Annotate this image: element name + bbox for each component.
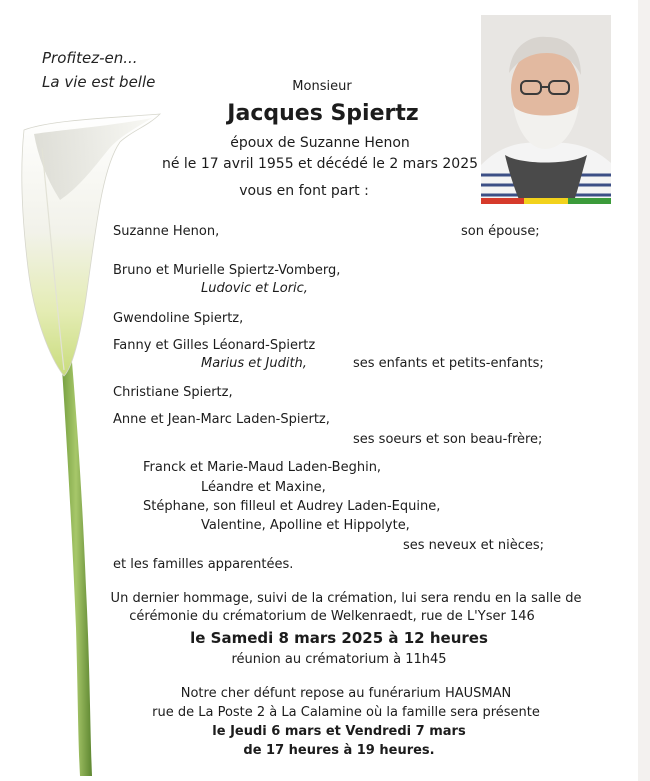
family-stephane: Stéphane, son filleul et Audrey Laden-Equine, bbox=[143, 499, 441, 514]
honorific: Monsieur bbox=[292, 79, 352, 94]
family-spouse: Suzanne Henon, bbox=[113, 224, 220, 239]
relation-spouse: son épouse; bbox=[461, 224, 540, 239]
birth-death-dates: né le 17 avril 1955 et décédé le 2 mars 2025 bbox=[161, 156, 479, 172]
flag-green-stripe bbox=[568, 198, 611, 204]
ceremony-meeting: réunion au crématorium à 11h45 bbox=[231, 652, 447, 667]
deceased-name: Jacques Spiertz bbox=[227, 101, 419, 126]
flag-yellow-stripe bbox=[524, 198, 567, 204]
spouse-line: époux de Suzanne Henon bbox=[230, 135, 410, 151]
family-gwendoline: Gwendoline Spiertz, bbox=[113, 311, 244, 326]
motto-line-1: Profitez-en... bbox=[42, 49, 138, 67]
flag-red-stripe bbox=[481, 198, 524, 204]
ceremony-line-2: cérémonie du crématorium de Welkenraedt, rue de L'Yser 146 bbox=[129, 609, 535, 624]
visitation-dates: le Jeudi 6 mars et Vendredi 7 mars bbox=[212, 724, 466, 739]
motto-line-2: La vie est belle bbox=[42, 73, 156, 91]
calla-lily-illustration bbox=[20, 108, 170, 778]
ceremony-line-1: Un dernier hommage, suivi de la crémation, lui sera rendu en la salle de bbox=[110, 591, 582, 606]
relation-nephews: ses neveux et nièces; bbox=[403, 538, 545, 553]
visitation-hours: de 17 heures à 19 heures. bbox=[243, 743, 435, 758]
ceremony-date: le Samedi 8 mars 2025 à 12 heures bbox=[190, 629, 488, 647]
family-extended: et les familles apparentées. bbox=[113, 557, 294, 572]
family-anne: Anne et Jean-Marc Laden-Spiertz, bbox=[113, 412, 330, 427]
portrait-photo bbox=[481, 15, 611, 204]
relation-children: ses enfants et petits-enfants; bbox=[353, 356, 544, 371]
visitation-line-1: Notre cher défunt repose au funérarium HAUSMAN bbox=[180, 686, 512, 701]
announcement: vous en font part : bbox=[239, 183, 369, 199]
family-fanny: Fanny et Gilles Léonard-Spiertz bbox=[113, 338, 316, 353]
visitation-line-2: rue de La Poste 2 à La Calamine où la famille sera présente bbox=[152, 705, 540, 720]
page-edge bbox=[638, 0, 650, 781]
family-stephane-children: Valentine, Apolline et Hippolyte, bbox=[201, 518, 410, 533]
family-franck-children: Léandre et Maxine, bbox=[201, 480, 326, 495]
relation-siblings: ses soeurs et son beau-frère; bbox=[353, 432, 543, 447]
family-franck: Franck et Marie-Maud Laden-Beghin, bbox=[143, 460, 382, 475]
family-christiane: Christiane Spiertz, bbox=[113, 385, 233, 400]
flag-color-bar bbox=[481, 198, 611, 204]
family-bruno: Bruno et Murielle Spiertz-Vomberg, bbox=[113, 263, 341, 278]
family-bruno-children: Ludovic et Loric, bbox=[201, 281, 308, 296]
family-fanny-children: Marius et Judith, bbox=[201, 356, 307, 371]
